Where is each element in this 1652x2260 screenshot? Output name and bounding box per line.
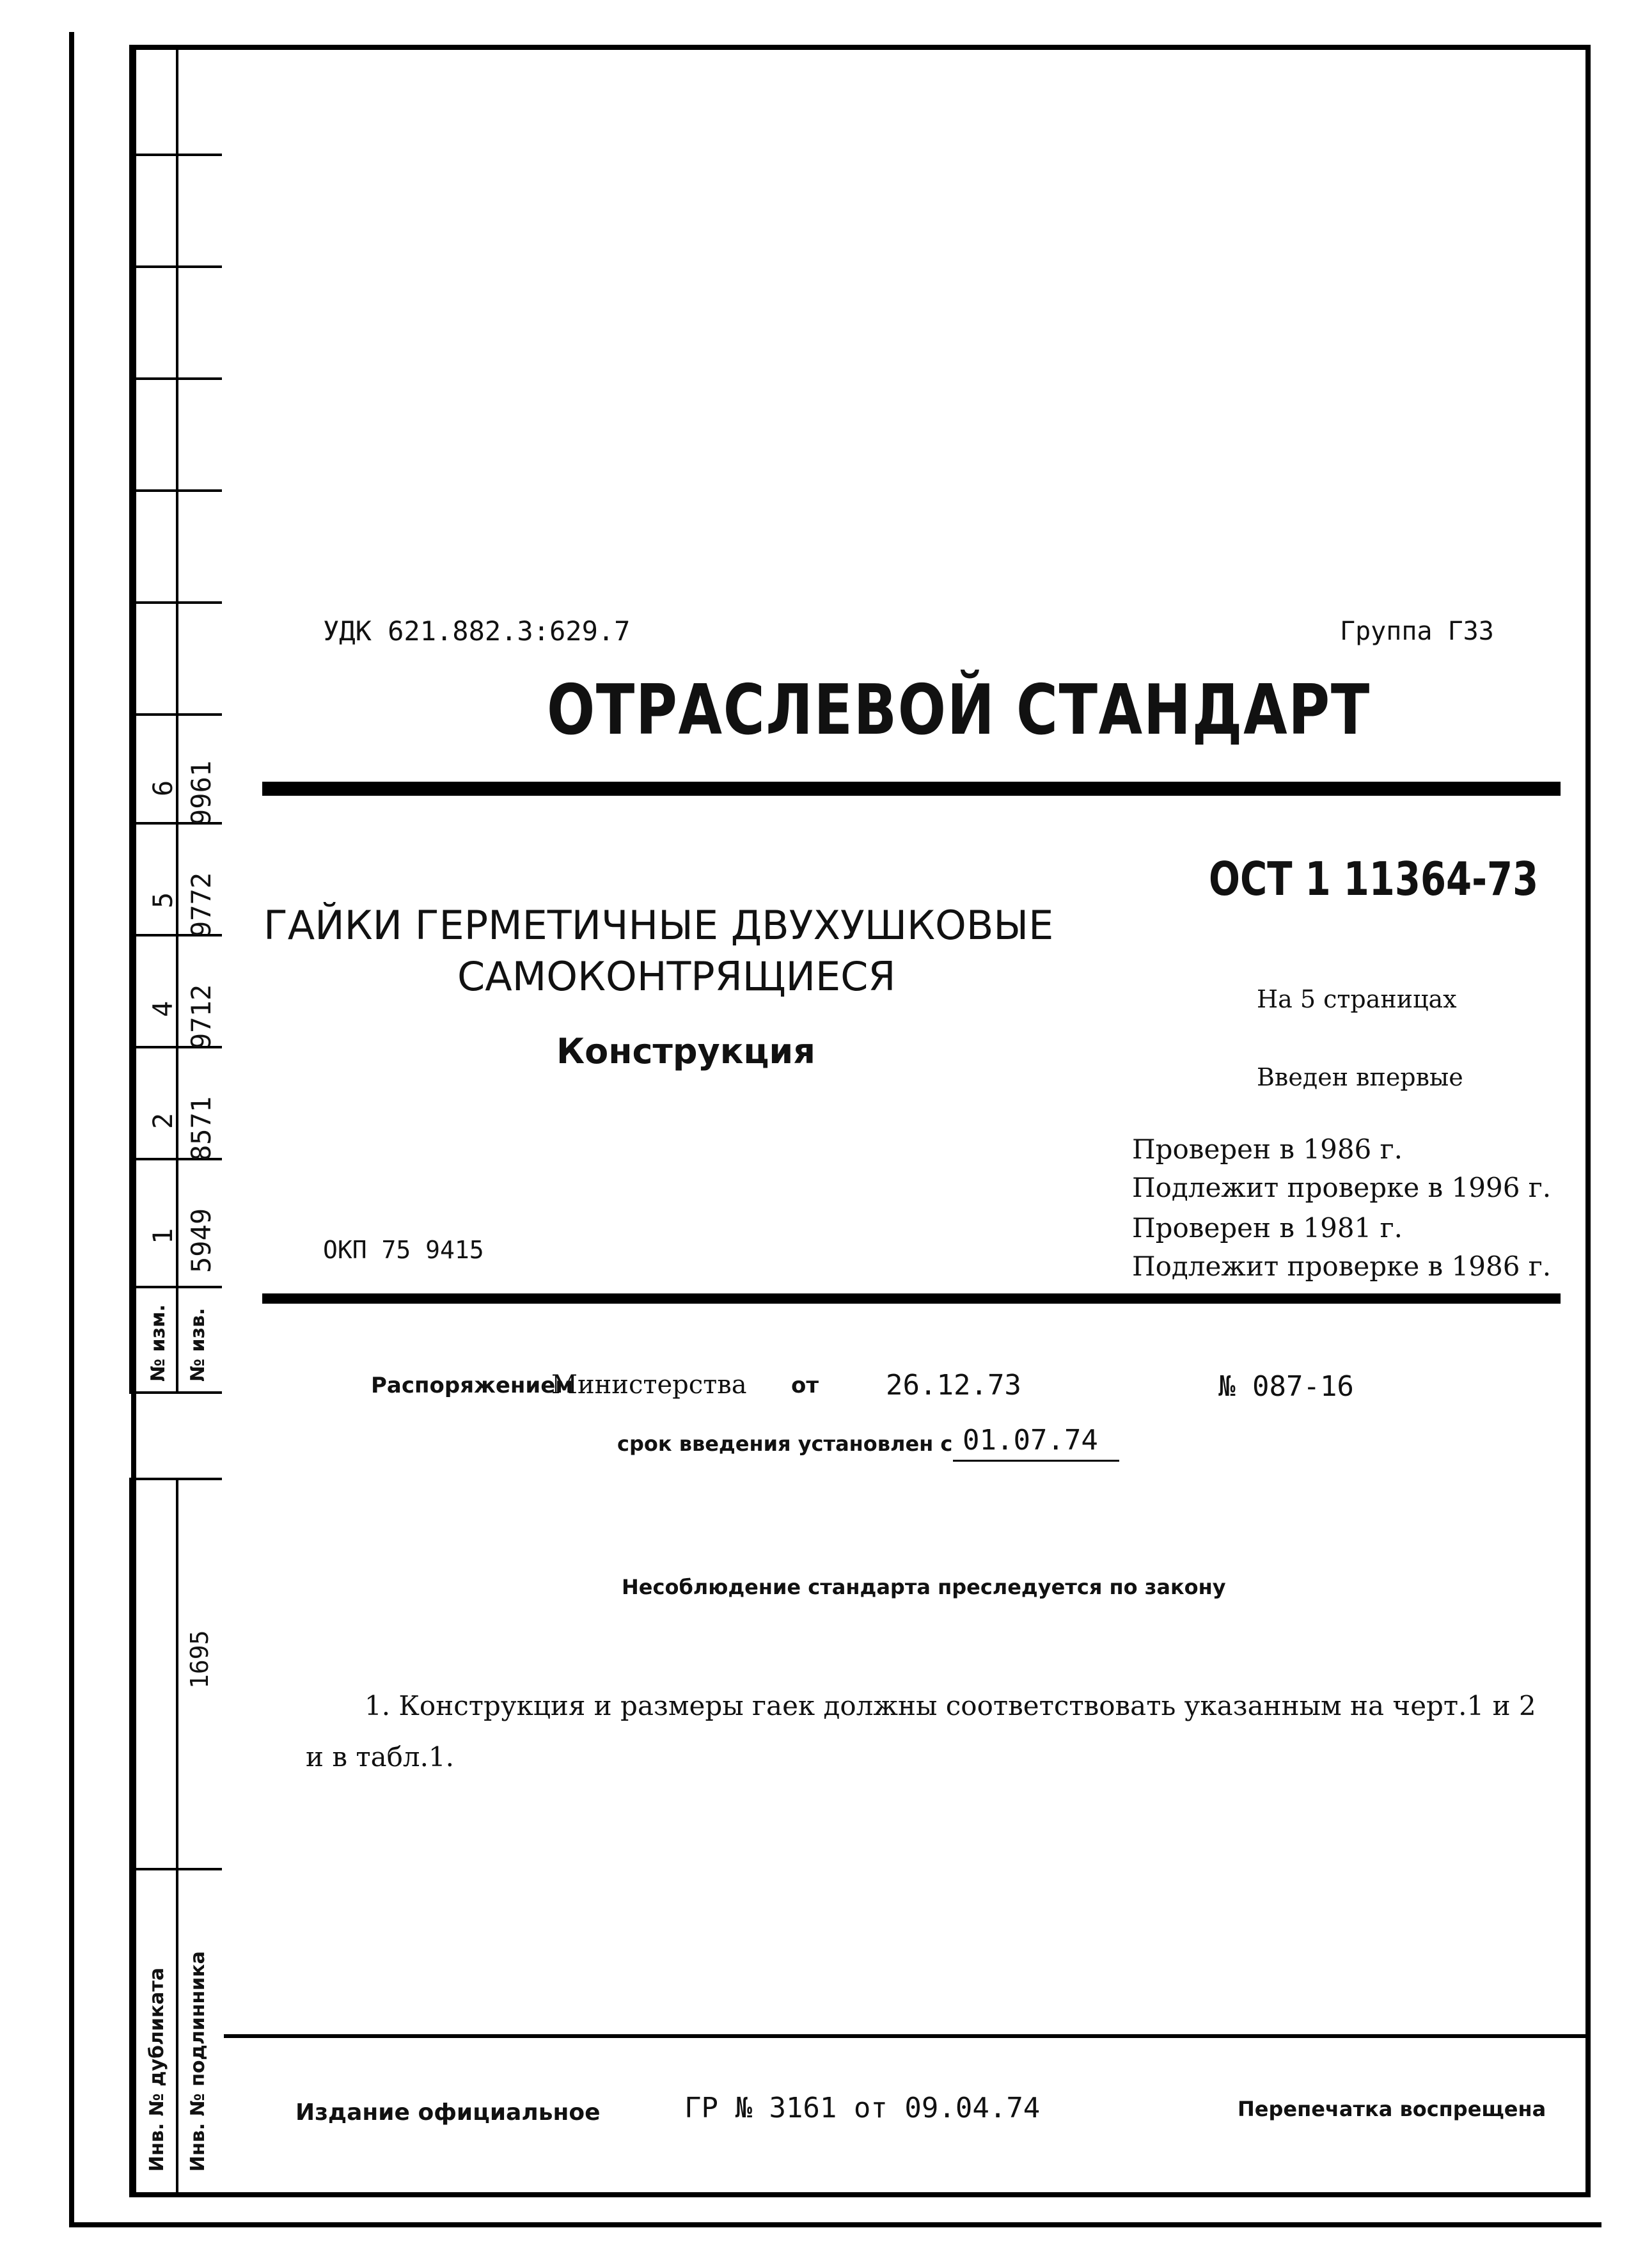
page-count: На 5 страницах	[1257, 985, 1457, 1013]
effective-term-label: срок введения установлен с	[617, 1432, 953, 1456]
effective-date-underline	[953, 1460, 1119, 1462]
change-doc-2: 8571	[185, 1096, 217, 1161]
order-number: № 087-16	[1218, 1370, 1354, 1403]
body-paragraph-line2: и в табл.1.	[306, 1741, 455, 1773]
change-doc-4: 9712	[185, 984, 217, 1049]
ministry-label: Министерства	[551, 1370, 747, 1400]
ost-number: ОСТ 1 11364-73	[1209, 852, 1539, 906]
order-label: Распоряжением	[371, 1373, 574, 1398]
udk-code: УДК 621.882.3:629.7	[323, 615, 631, 647]
document-frame	[131, 45, 1591, 2197]
change-doc-6: 9961	[185, 760, 217, 825]
subject-subtitle: Конструкция	[556, 1031, 815, 1071]
official-edition-label: Издание официальное	[295, 2099, 601, 2126]
change-num-1: 1	[147, 1228, 178, 1244]
check-due-note-2: Подлежит проверке в 1986 г.	[1132, 1251, 1552, 1282]
effective-date: 01.07.74	[963, 1424, 1098, 1457]
change-num-label: № изм.	[147, 1304, 169, 1382]
inventory-number: 1695	[185, 1630, 214, 1689]
subject-title-line1: ГАЙКИ ГЕРМЕТИЧНЫЕ ДВУХУШКОВЫЕ	[264, 902, 1054, 949]
check-note-1: Проверен в 1986 г.	[1132, 1134, 1403, 1165]
registration-number: ГР № 3161 от 09.04.74	[684, 2092, 1041, 2124]
body-paragraph-line1: 1. Конструкция и размеры гаек должны соответствовать указанным на черт.1 и 2	[365, 1690, 1536, 1721]
subject-title-line2: САМОКОНТРЯЩИЕСЯ	[457, 953, 896, 1000]
check-due-note-1: Подлежит проверке в 1996 г.	[1132, 1172, 1552, 1203]
change-num-4: 4	[147, 1000, 178, 1017]
footer-divider	[224, 2034, 1586, 2038]
order-from-label: от	[791, 1373, 819, 1398]
bottom-rule	[262, 1293, 1561, 1304]
law-notice: Несоблюдение стандарта преследуется по закону	[622, 1575, 1226, 1599]
introduced-note: Введен впервые	[1257, 1063, 1463, 1091]
change-doc-label: № изв.	[187, 1308, 209, 1382]
original-inv-label: Инв. № подлинника	[187, 1951, 209, 2172]
change-num-2: 2	[147, 1112, 178, 1129]
change-doc-1: 5949	[185, 1208, 217, 1273]
check-note-2: Проверен в 1981 г.	[1132, 1212, 1403, 1244]
group-code: Группа Г33	[1340, 617, 1494, 646]
top-rule	[262, 782, 1561, 796]
order-date: 26.12.73	[886, 1369, 1021, 1402]
change-num-6: 6	[147, 780, 178, 796]
change-num-5: 5	[147, 892, 178, 908]
okp-code: ОКП 75 9415	[323, 1236, 484, 1264]
change-doc-5: 9772	[185, 872, 217, 937]
standard-title: ОТРАСЛЕВОЙ СТАНДАРТ	[547, 670, 1371, 750]
reprint-prohibited-label: Перепечатка воспрещена	[1238, 2097, 1546, 2121]
duplicate-inv-label: Инв. № дубликата	[146, 1967, 168, 2172]
